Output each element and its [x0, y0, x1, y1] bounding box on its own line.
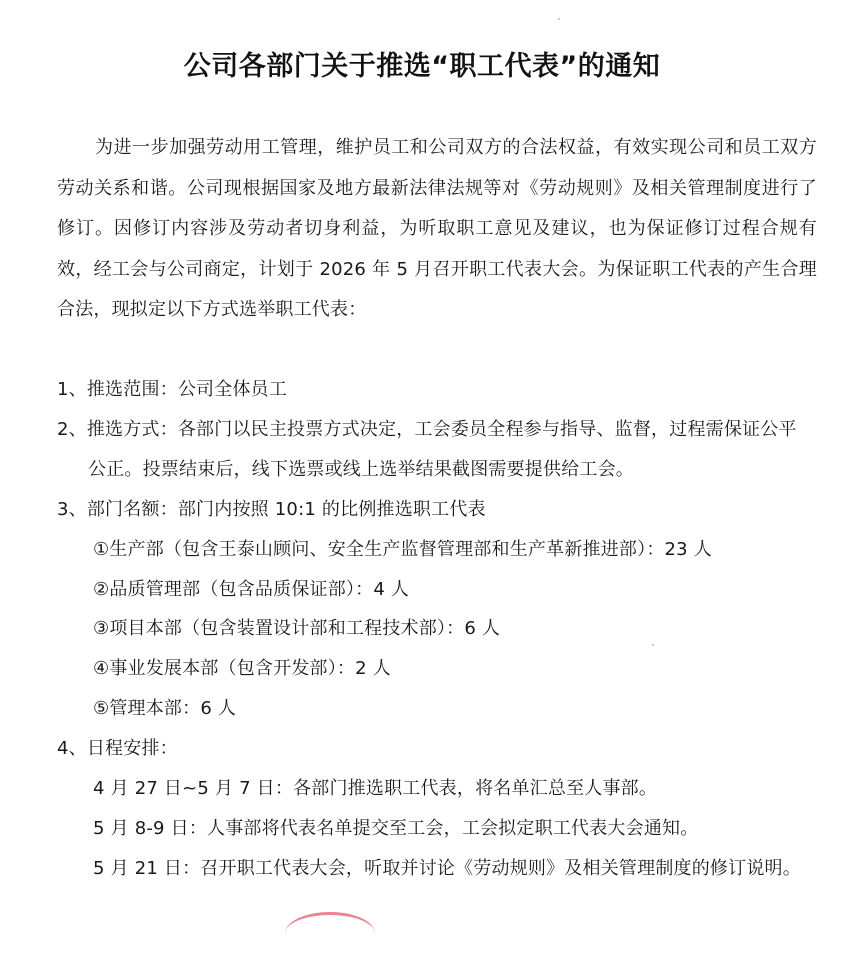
company-seal-stamp: [285, 912, 375, 955]
item-scope: 1、推选范围：公司全体员工: [57, 379, 288, 400]
quota-list-item: ⑤管理本部：6 人: [93, 698, 237, 719]
quota-list-item: ③项目本部（包含装置设计部和工程技术部）：6 人: [93, 618, 501, 639]
quota-list-item: ④事业发展本部（包含开发部）：2 人: [93, 658, 391, 679]
schedule-list-item: 5 月 21 日：召开职工代表大会，听取并讨论《劳动规则》及相关管理制度的修订说明。: [93, 858, 801, 879]
scan-speck: [652, 644, 654, 646]
item-method-line1: 2、推选方式：各部门以民主投票方式决定，工会委员全程参与指导、监督，过程需保证公平: [57, 419, 797, 440]
schedule-list-item: 5 月 8-9 日：人事部将代表名单提交至工会，工会拟定职工代表大会通知。: [93, 818, 699, 839]
item-quota: 3、部门名额：部门内按照 10:1 的比例推选职工代表: [57, 499, 486, 520]
item-schedule: 4、日程安排：: [57, 738, 178, 759]
quota-list-item: ①生产部（包含王泰山顾问、安全生产监督管理部和生产革新推进部）：23 人: [93, 539, 712, 560]
item-method-line2: 公正。投票结束后，线下选票或线上选举结果截图需要提供给工会。: [88, 459, 634, 480]
scan-speck: [558, 18, 560, 20]
schedule-list-item: 4 月 27 日~5 月 7 日：各部门推选职工代表，将名单汇总至人事部。: [93, 778, 658, 799]
notice-title: 公司各部门关于推选“职工代表”的通知: [183, 51, 661, 82]
intro-paragraph: 为进一步加强劳动用工管理，维护员工和公司双方的合法权益，有效实现公司和员工双方劳动关系和谐。公司现根据国家及地方最新法律法规等对《劳动规则》及相关管理制度进行了修订。因修订内容涉及劳动者切身利益，为听取职工意见及建议，也为保证修订过程合规有效，经工会与公司商定，计划于 2026 年 5 月召开职工代表大会。为保证职工代表的产生合理合法，现拟定以下方式选举职工代表：: [57, 137, 817, 320]
quota-list-item: ②品质管理部（包含品质保证部）：4 人: [93, 579, 410, 600]
